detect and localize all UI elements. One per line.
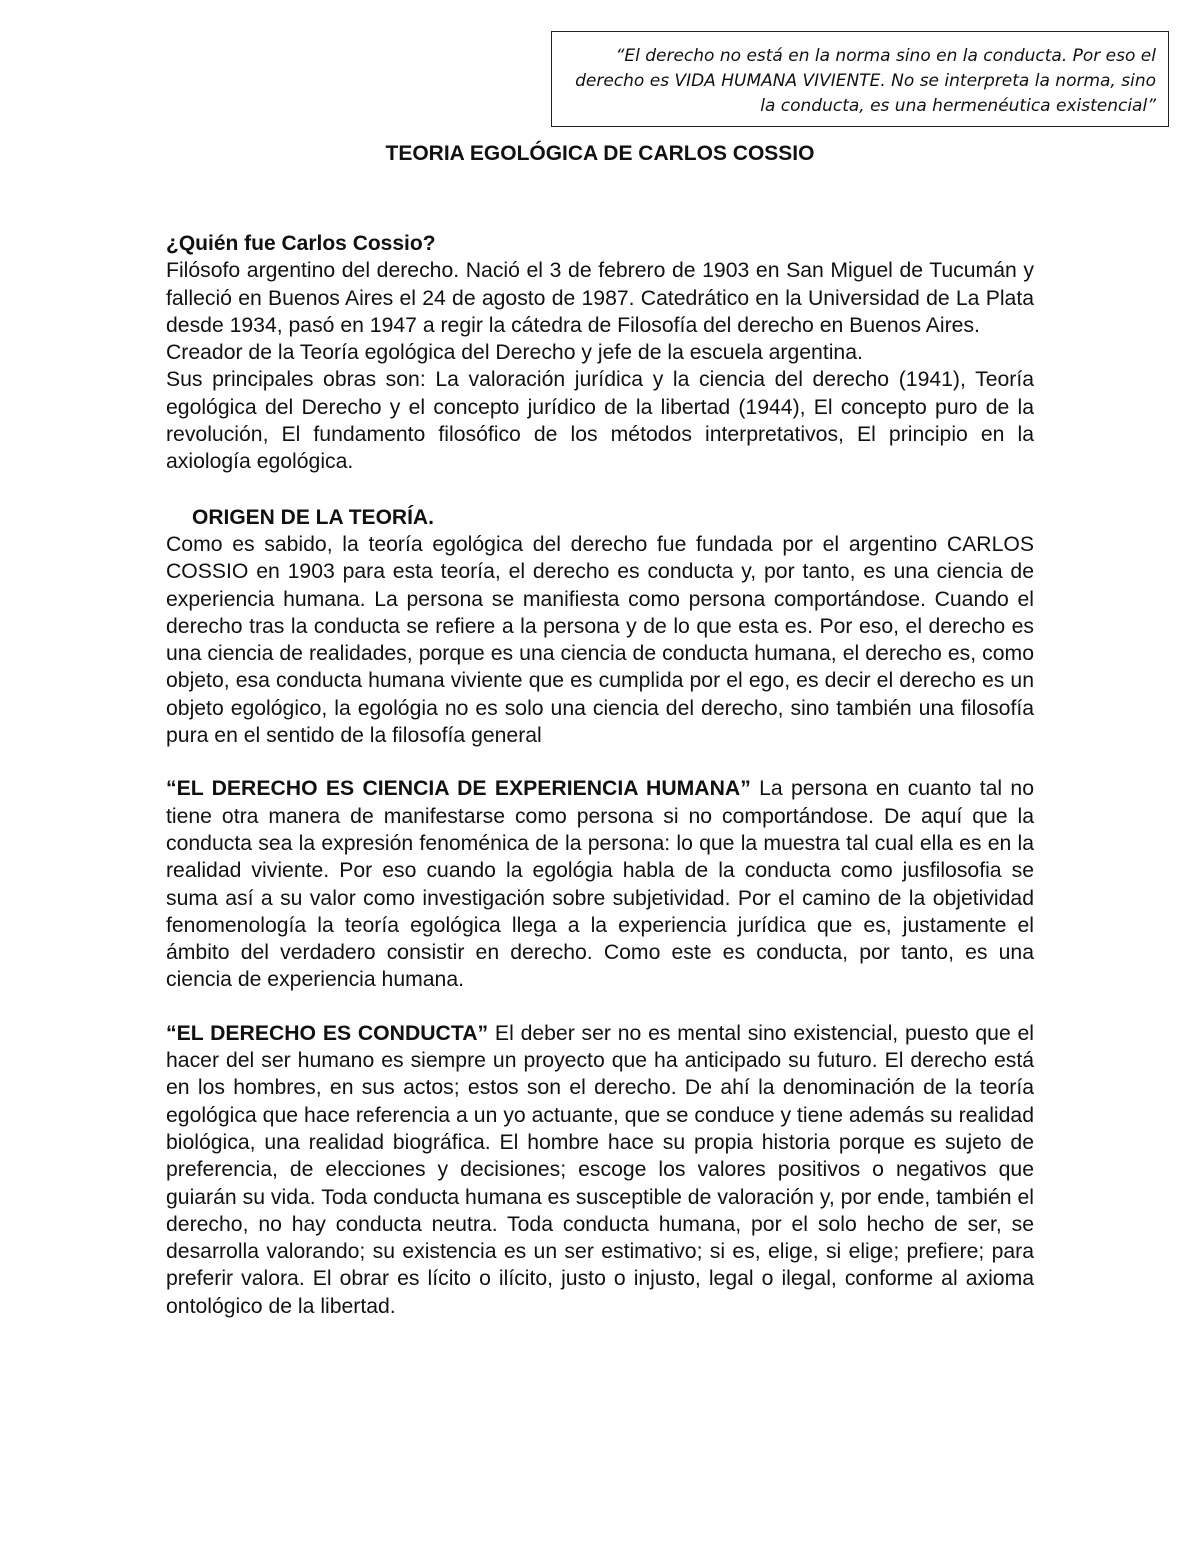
conduct-paragraph xyxy=(166,1020,1034,1320)
conduct-text: El deber ser no es mental sino existencial, puesto que el hacer del ser humano es siempre un proyecto que ha anticipado su futuro. El derecho está en los hombres, en sus actos; estos son el derecho. De ahí la denominación de la teoría egológica que hace referencia a un yo actuante, que se conduce y tiene además su realidad biológica, una realidad biográfica. El hombre hace su propia historia porque es sujeto de preferencia, de elecciones y decisiones; escoge los valores positivos o negativos que guiarán su vida. Toda conducta humana es susceptible de valoración y, por ende, también el derecho, no hay conducta neutra. Toda conducta humana, por el solo hecho de ser, se desarrolla valorando; su existencia es un ser estimativo; si es, elige, si elige; prefiere; para preferir valora. El obrar es lícito o ilícito, justo o injusto, legal o ilegal, conforme al axioma ontológico de la libertad. xyxy=(166,1021,1035,1318)
origin-heading: ORIGEN DE LA TEORÍA. xyxy=(192,505,434,529)
epigraph-quote-box xyxy=(551,31,1169,127)
experience-text: La persona en cuanto tal no tiene otra manera de manifestarse como persona si no comportándose. De aquí que la conducta sea la expresión fenoménica de la persona: lo que la muestra tal cual ella es en la realidad viviente. Por eso cuando la egológia habla de la conducta como jusfilosofia se suma así a su valor como investigación sobre subjetividad. Por el camino de la objetividad fenomenología la teoría egológica llega a la experiencia jurídica que es, justamente el ámbito del verdadero consistir en derecho. Como este es conducta, por tanto, es una ciencia de experiencia humana. xyxy=(166,777,1034,992)
conduct-lead: “EL DERECHO ES CONDUCTA” xyxy=(166,1021,489,1045)
experience-lead: “EL DERECHO ES CIENCIA DE EXPERIENCIA HUMANA” xyxy=(166,777,751,801)
document-title: TEORIA EGOLÓGICA DE CARLOS COSSIO xyxy=(385,142,815,165)
bio-heading: ¿Quién fue Carlos Cossio? xyxy=(166,232,436,255)
bio-paragraph-2: Creador de la Teoría egológica del Derecho y jefe de la escuela argentina. xyxy=(166,341,863,365)
spacer xyxy=(166,749,1034,775)
spacer xyxy=(166,994,1034,1020)
origin-paragraph: Como es sabido, la teoría egológica del derecho fue fundada por el argentino CARLOS COSSIO en 1903 para esta teoría, el derecho es conducta y, por tanto, es una ciencia de experiencia humana. La persona se manifiesta como persona comportándose. Cuando el derecho tras la conducta se refiere a la persona y de lo que esta es. Por eso, el derecho es una ciencia de realidades, porque es una ciencia de conducta humana, el derecho es, como objeto, esa conducta humana viviente que es cumplida por el ego, es decir el derecho es un objeto egológico, la egológia no es solo una ciencia del derecho, sino también una filosofía pura en el sentido de la filosofía general xyxy=(166,532,1034,748)
epigraph-quote-text: “El derecho no está en la norma sino en la conducta. Por eso el derecho es VIDA HUMANA VIVIENTE. No se interpreta la norma, sino la conducta, es una hermenéutica existencial” xyxy=(575,46,1156,116)
spacer xyxy=(166,476,1034,504)
bio-paragraph-3: Sus principales obras son: La valoración jurídica y la ciencia del derecho (1941), Teoría egológica del Derecho y el concepto jurídico de la libertad (1944), El concepto puro de la revolución, El fundamento filosófico de los métodos interpretativos, El principio en la axiología egológica. xyxy=(166,368,1034,474)
experience-paragraph xyxy=(166,775,1034,993)
document-body xyxy=(166,230,1034,1320)
bio-paragraph-1: Filósofo argentino del derecho. Nació el 3 de febrero de 1903 en San Miguel de Tucumán y falleció en Buenos Aires el 24 de agosto de 1987. Catedrático en la Universidad de La Plata desde 1934, pasó en 1947 a regir la cátedra de Filosofía del derecho en Buenos Aires. xyxy=(166,259,1034,337)
